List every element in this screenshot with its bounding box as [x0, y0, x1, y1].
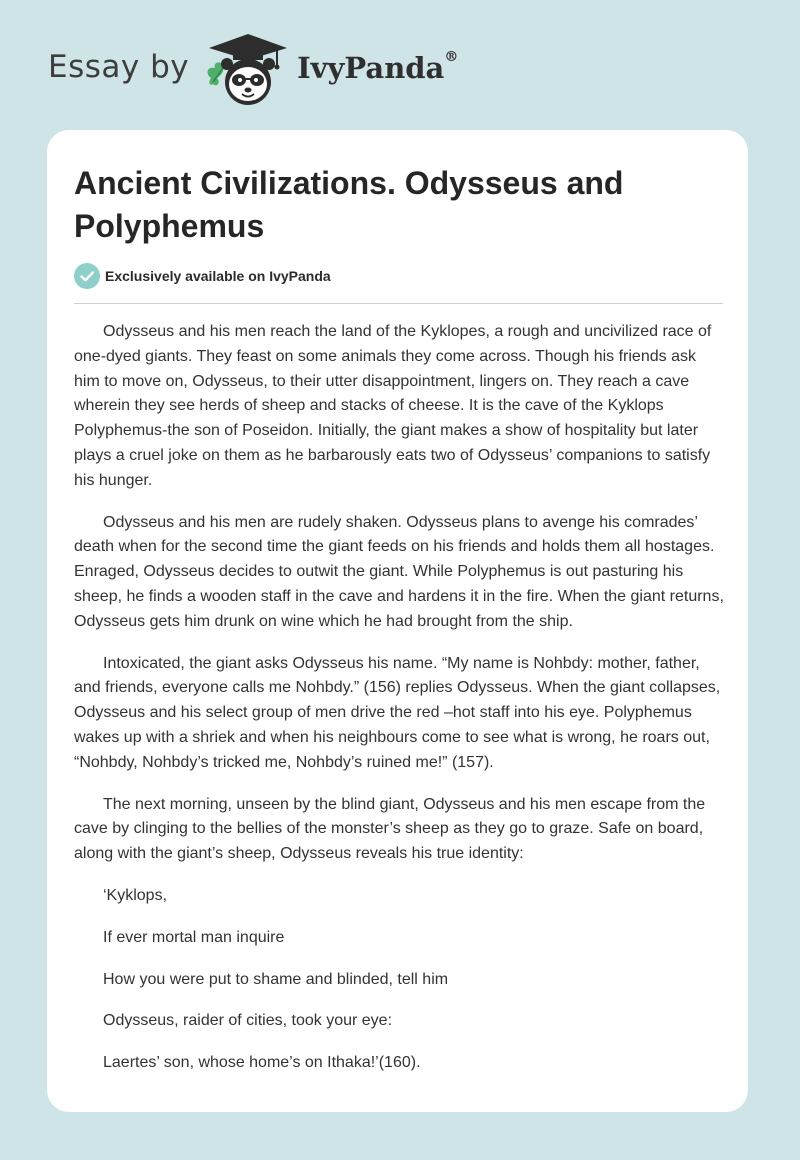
verse-line: Odysseus, raider of cities, took your eye: [103, 1012, 393, 1030]
brand-name[interactable]: IvyPanda® [297, 49, 459, 85]
title-divider [74, 303, 723, 304]
exclusive-badge [74, 263, 331, 289]
verse-line: If ever mortal man inquire [103, 928, 285, 946]
paragraph: Odysseus and his men are rudely shaken. Odysseus plans to avenge his comrades’ death when for the second time the giant feeds on his friends and holds them all hostages. Enraged, Odysseus decides to outwit the giant. While Polyphemus is out pasturing his sheep, he finds a wooden staff in the cave and hardens it in the fire. When the giant returns, Odysseus gets him drunk on wine which he had brought from the ship. [74, 513, 724, 630]
essay-card [47, 130, 748, 1112]
verse-line: ‘Kyklops, [103, 886, 168, 904]
exclusive-badge-label: Exclusively available on IvyPanda [105, 268, 331, 284]
paragraph: The next morning, unseen by the blind giant, Odysseus and his men escape from the cave by clinging to the bellies of the monster’s sheep as they go to graze. Safe on board, along with the giant’s sheep, Odysseus reveals his true identity: [74, 795, 706, 863]
verse-line: Laertes’ son, whose home’s on Ithaka!’(160). [103, 1054, 421, 1072]
page-title: Ancient Civilizations. Odysseus and Polyphemus [74, 165, 624, 244]
panda-logo-icon[interactable] [203, 30, 293, 110]
verse-line: How you were put to shame and blinded, tell him [103, 970, 449, 988]
essay-body [74, 320, 725, 1093]
site-header [48, 30, 458, 110]
paragraph: Odysseus and his men reach the land of the Kyklopes, a rough and uncivilized race of one-dyed giants. They feast on some animals they come across. Though his friends ask him to move on, Odysseus, to their utter disappointment, lingers on. They reach a cave wherein they see herds of sheep and stacks of cheese. It is the cave of the Kyklops Polyphemus-the son of Poseidon. Initially, the giant makes a show of hospitality but later plays a cruel joke on them as he barbarously eats two of Odysseus’ companions to satisfy his hunger. [74, 323, 712, 489]
paragraph: Intoxicated, the giant asks Odysseus his name. “My name is Nohbdy: mother, father, and friends, everyone calls me Nohbdy.” (156) replies Odysseus. When the giant collapses, Odysseus and his select group of men drive the red –hot staff into his eye. Polyphemus wakes up with a shriek and when his neighbours come to see what is wrong, he roars out, “Nohbdy, Nohbdy’s tricked me, Nohbdy’s ruined me!” (157). [74, 654, 721, 771]
essay-by-label: Essay by [48, 49, 190, 85]
check-circle-icon [74, 263, 100, 289]
